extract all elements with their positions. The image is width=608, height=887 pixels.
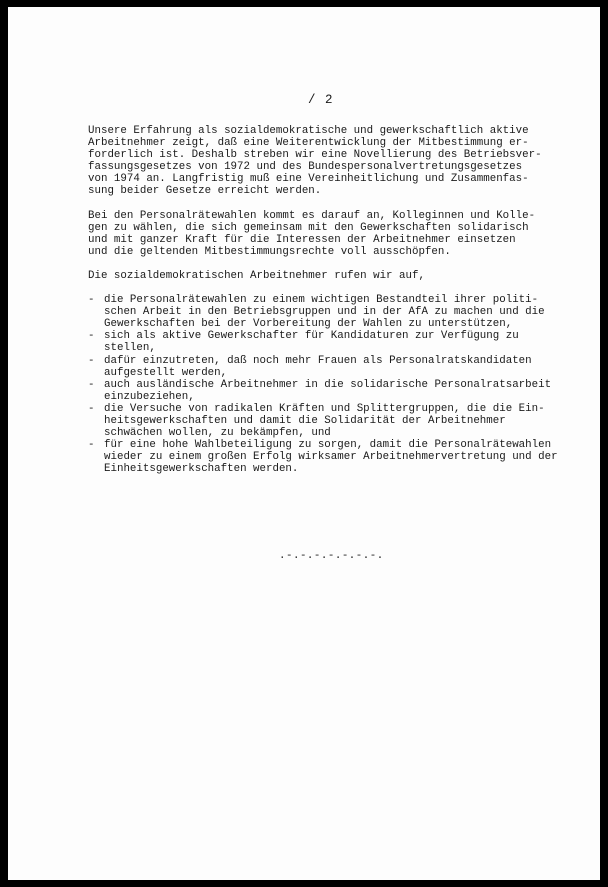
text-line: die Versuche von radikalen Kräften und Splittergruppen, die die Ein- [104,402,545,415]
list-item [88,330,583,354]
text-line: schen Arbeit in den Betriebsgruppen und in der AfA zu machen und die [104,306,545,319]
text-line: aufgestellt werden, [104,366,228,379]
text-line: einzubeziehen, [104,390,195,403]
bullet-dash: - [88,402,95,415]
list-item [88,439,583,475]
list-item [88,379,583,403]
bullet-dash: - [88,354,95,367]
document-page [8,7,600,880]
document-body [88,125,583,475]
page-number: / 2 [308,93,334,107]
paragraph-aufruf [88,270,583,282]
text-line: Die sozialdemokratischen Arbeitnehmer rufen wir auf, [88,269,425,282]
bullet-dash: - [88,294,95,307]
text-line: dafür einzutreten, daß noch mehr Frauen als Personalratskandidaten [104,354,532,367]
text-line: Gewerkschaften bei der Vorbereitung der Wahlen zu unterstützen, [104,318,513,331]
text-line: sung beider Gesetze erreicht werden. [88,185,322,198]
text-line: wieder zu einem großen Erfolg wirksamer Arbeitnehmervertretung und der [104,451,558,464]
end-separator: .-.-.-.-.-.-.-. [279,550,384,562]
text-line: für eine hohe Wahlbeteiligung zu sorgen, damit die Personalrätewahlen [104,439,552,452]
text-line: und die geltenden Mitbestimmungsrechte voll ausschöpfen. [88,245,451,258]
list-item [88,403,583,439]
bullet-dash: - [88,439,95,452]
list-item [88,355,583,379]
text-line: heitsgewerkschaften und damit die Solidarität der Arbeitnehmer [104,414,506,427]
paragraph-mitbestimmung [88,125,583,198]
text-line: stellen, [104,342,156,355]
text-line: Bei den Personalrätewahlen kommt es darauf an, Kolleginnen und Kolle- [88,209,536,222]
bullet-dash: - [88,378,95,391]
text-line: und mit ganzer Kraft für die Interessen der Arbeitnehmer einsetzen [88,233,516,246]
paragraph-personalratswahlen [88,210,583,258]
text-line: von 1974 an. Langfristig muß eine Vereinheitlichung und Zusammenfas- [88,173,529,186]
text-line: Unsere Erfahrung als sozialdemokratische und gewerkschaftlich aktive [88,125,529,137]
bullet-dash: - [88,330,95,343]
text-line: forderlich ist. Deshalb streben wir eine Novellierung des Betriebsver- [88,149,542,162]
text-line: fassungsgesetzes von 1972 und des Bundespersonalvertretungsgesetzes [88,161,523,174]
list-item [88,294,583,330]
text-line: gen zu wählen, die sich gemeinsam mit den Gewerkschaften solidarisch [88,221,529,234]
text-line: sich als aktive Gewerkschafter für Kandidaturen zur Verfügung zu [104,330,519,343]
text-line: die Personalrätewahlen zu einem wichtigen Bestandteil ihrer politi- [104,294,539,307]
text-line: schwächen wollen, zu bekämpfen, und [104,427,331,440]
text-line: Einheitsgewerkschaften werden. [104,463,299,476]
text-line: auch ausländische Arbeitnehmer in die solidarische Personalratsarbeit [104,378,552,391]
text-line: Arbeitnehmer zeigt, daß eine Weiterentwicklung der Mitbestimmung er- [88,137,529,150]
